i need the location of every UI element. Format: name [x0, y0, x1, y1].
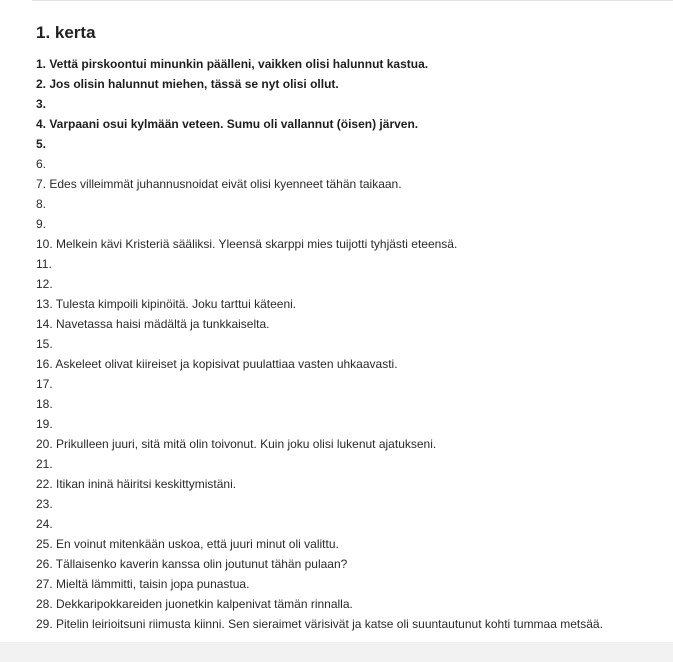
section-heading: 1. kerta — [36, 23, 96, 42]
list-item: 10. Melkein kävi Kristeriä sääliksi. Yleensä skarppi mies tuijotti tyhjästi eteensä. — [36, 237, 458, 251]
list-item: 21. — [36, 457, 53, 471]
list-item: 8. — [36, 197, 47, 211]
list-item: 22. Itikan ininä häiritsi keskittymistäni. — [36, 477, 237, 491]
list-item: 29. Pitelin leirioitsuni riimusta kiinni. Sen sieraimet värisivät ja katse oli suuntautunut kohti tummaa metsää. — [36, 617, 603, 631]
list-item: 26. Tällaisenko kaverin kanssa olin joutunut tähän pulaan? — [36, 557, 348, 571]
list-item: 13. Tulesta kimpoili kipinöitä. Joku tarttui käteeni. — [36, 297, 297, 311]
list-item: 1. Vettä pirskoontui minunkin päälleni, vaikken olisi halunnut kastua. — [36, 57, 429, 71]
top-divider — [32, 0, 673, 1]
list-item: 19. — [36, 417, 53, 431]
list-item: 14. Navetassa haisi mädältä ja tunkkaiselta. — [36, 317, 270, 331]
list-item: 6. — [36, 157, 47, 171]
list-item: 2. Jos olisin halunnut miehen, tässä se nyt olisi ollut. — [36, 77, 339, 91]
list-item: 28. Dekkaripokkareiden juonetkin kalpenivat tämän rinnalla. — [36, 597, 353, 611]
list-item: 16. Askeleet olivat kiireiset ja kopisivat puulattiaa vasten uhkaavasti. — [36, 357, 398, 371]
footer-bar — [0, 642, 673, 662]
list-item: 11. — [36, 257, 52, 271]
numbered-line-list — [36, 54, 603, 634]
list-item: 4. Varpaani osui kylmään veteen. Sumu oli vallannut (öisen) järven. — [36, 117, 419, 131]
list-item: 17. — [36, 377, 53, 391]
list-item: 7. Edes villeimmät juhannusnoidat eivät olisi kyenneet tähän taikaan. — [36, 177, 402, 191]
list-item: 23. — [36, 497, 53, 511]
list-item: 3. — [36, 97, 47, 111]
list-item: 27. Mieltä lämmitti, taisin jopa punastua. — [36, 577, 250, 591]
list-item: 20. Prikulleen juuri, sitä mitä olin toivonut. Kuin joku olisi lukenut ajatukseni. — [36, 437, 437, 451]
list-item: 24. — [36, 517, 53, 531]
list-item: 25. En voinut mitenkään uskoa, että juuri minut oli valittu. — [36, 537, 339, 551]
list-item: 9. — [36, 217, 47, 231]
list-item: 18. — [36, 397, 53, 411]
list-item: 5. — [36, 137, 47, 151]
list-item: 15. — [36, 337, 53, 351]
list-item: 12. — [36, 277, 53, 291]
